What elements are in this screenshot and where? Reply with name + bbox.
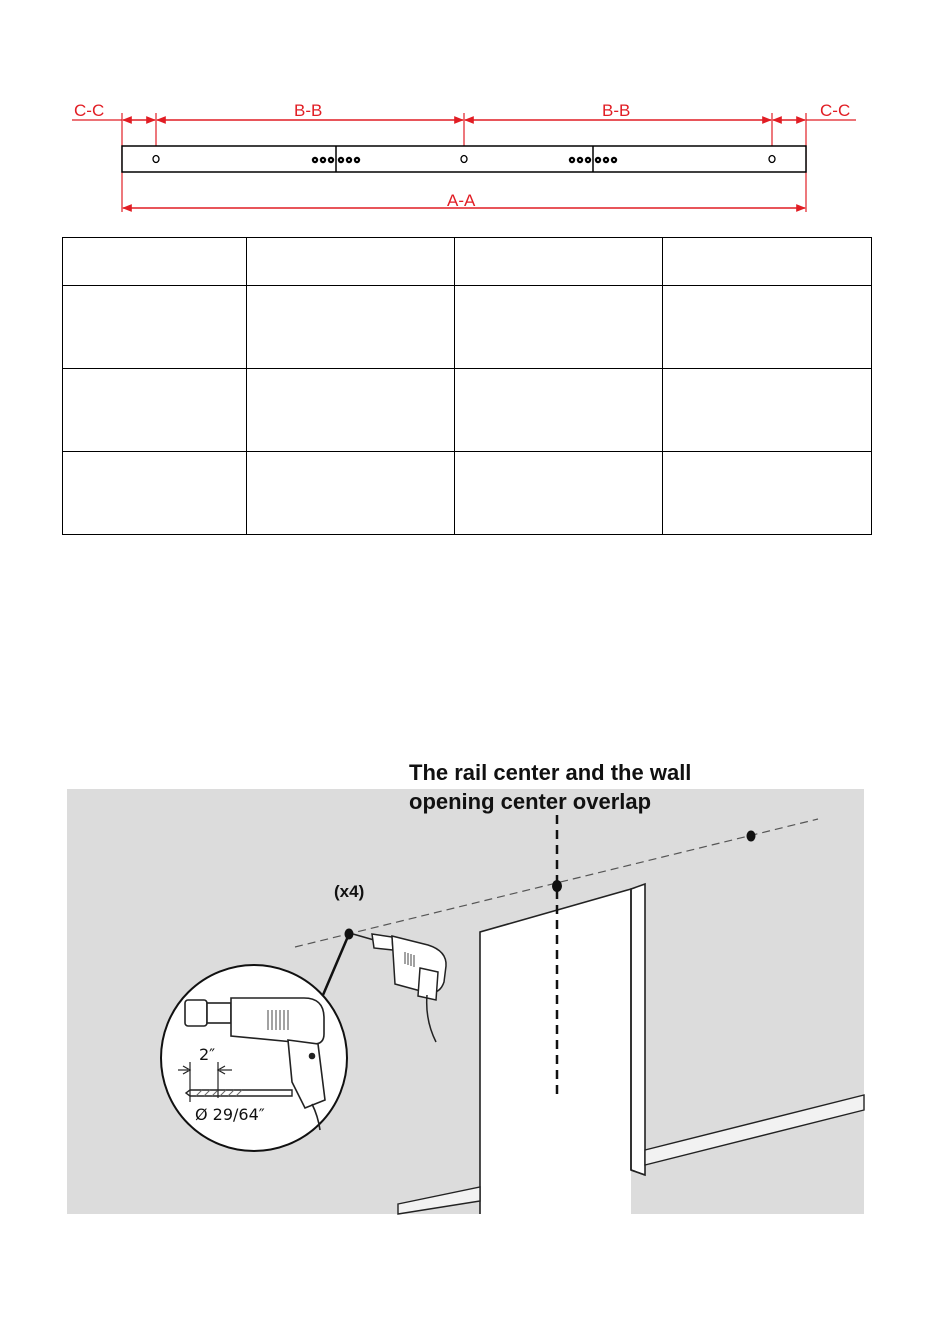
- detail-leader: [323, 934, 349, 995]
- b-b-right-label: B-B: [602, 101, 631, 120]
- drill-bit-icon: [186, 1090, 292, 1096]
- caption-line: opening center overlap: [409, 789, 652, 814]
- c-c-left-label: C-C: [74, 101, 105, 120]
- drill-depth-label: 2″: [199, 1045, 216, 1064]
- door-opening: [480, 884, 645, 1214]
- hole-count-label: (x4): [334, 882, 365, 901]
- a-a-label: A-A: [447, 191, 476, 210]
- drill-diameter-label: Ø 29/64″: [195, 1105, 265, 1124]
- drill-icon: [353, 934, 446, 1042]
- installation-caption: [409, 758, 829, 816]
- caption-line: The rail center and the wall: [409, 760, 692, 785]
- c-c-right-label: C-C: [820, 101, 851, 120]
- drill-hole: [552, 880, 562, 892]
- drill-hole: [747, 831, 756, 842]
- b-b-left-label: B-B: [294, 101, 323, 120]
